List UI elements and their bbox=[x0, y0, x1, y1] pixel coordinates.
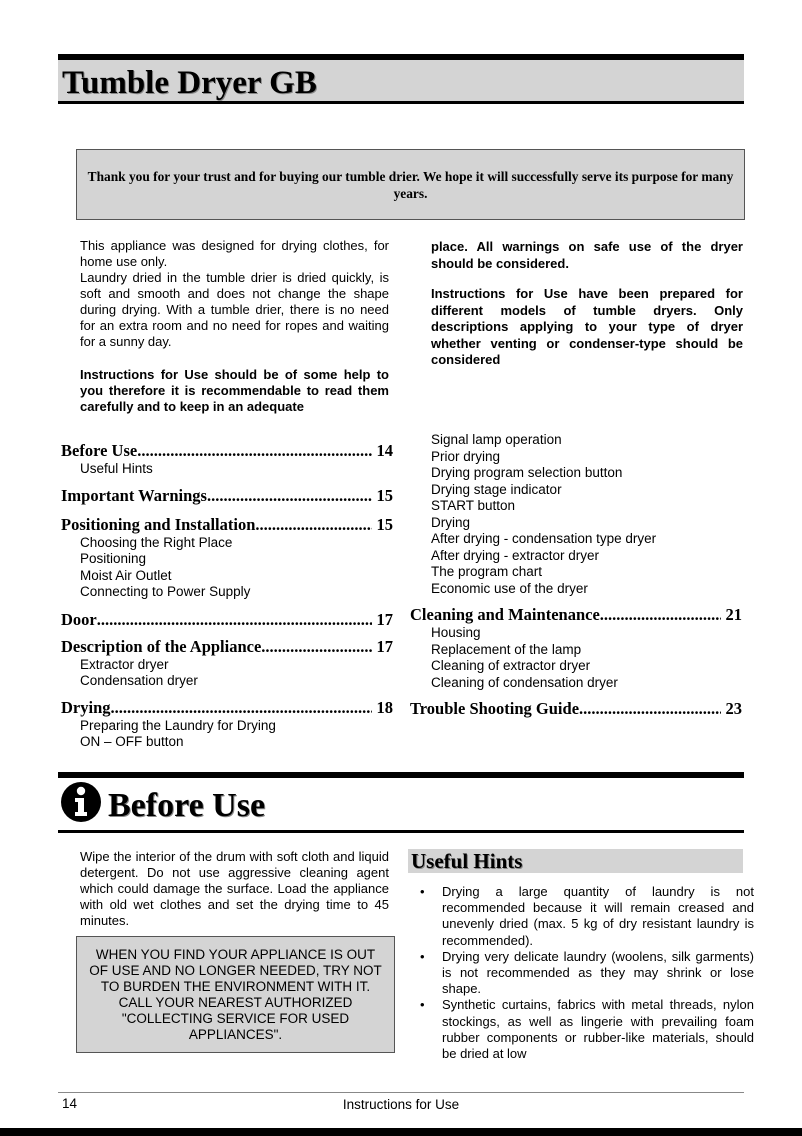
intro-left-column bbox=[80, 238, 389, 415]
toc-subitem[interactable]: Economic use of the dryer bbox=[431, 580, 588, 596]
toc-entry[interactable] bbox=[61, 637, 393, 690]
bottom-band bbox=[0, 1128, 802, 1136]
toc-entry[interactable] bbox=[61, 486, 393, 506]
list-item bbox=[416, 949, 754, 998]
toc-subitem[interactable]: After drying - condensation type dryer bbox=[431, 531, 657, 546]
toc-subitem[interactable]: Positioning bbox=[80, 551, 147, 566]
toc-heading[interactable]: Important Warnings ..... 15 bbox=[61, 486, 393, 506]
toc-right bbox=[410, 432, 742, 719]
toc-heading[interactable]: Drying ..... 18 bbox=[61, 698, 393, 718]
list-item bbox=[416, 997, 754, 1062]
useful-hints-list bbox=[416, 884, 754, 1062]
toc-entry[interactable] bbox=[61, 515, 393, 601]
page-title: Tumble Dryer GB bbox=[62, 65, 317, 101]
toc-entry[interactable] bbox=[410, 605, 742, 691]
before-use-text-block bbox=[80, 849, 389, 929]
warning-line: APPLIANCES". bbox=[188, 1027, 283, 1042]
thanks-text: Thank you for your trust and for buying our tumble drier. We hope it will successfully serve its purpose for many years. bbox=[87, 168, 734, 201]
toc-subitem[interactable]: After drying - extractor dryer bbox=[431, 547, 600, 563]
toc-entry[interactable] bbox=[410, 699, 742, 719]
section-rule-top bbox=[58, 772, 744, 778]
info-icon bbox=[60, 781, 102, 823]
hint-text: Synthetic curtains, fabrics with metal threads, nylon stockings, as well as lingerie with prevailing foam rubber components or rubber-like materials, should be dried at low bbox=[442, 997, 754, 1062]
toc-entry[interactable] bbox=[61, 698, 393, 751]
toc-subitem[interactable]: START button bbox=[431, 498, 516, 513]
toc-subitem[interactable]: Prior drying bbox=[431, 448, 501, 464]
toc-subitem[interactable]: The program chart bbox=[431, 564, 543, 579]
toc-subitem[interactable]: Moist Air Outlet bbox=[80, 567, 172, 583]
page-number: 14 bbox=[62, 1096, 78, 1111]
useful-hints-title: Useful Hints bbox=[411, 849, 523, 873]
list-item bbox=[416, 884, 754, 949]
toc-subitem[interactable]: Extractor dryer bbox=[80, 656, 169, 672]
footer-rule bbox=[58, 1092, 744, 1093]
intro-paragraph-5: Instructions for Use have been prepared for different models of tumble dryers. Only descriptions applying to your type of dryer whether venting or condenser-type should be considered bbox=[431, 286, 743, 367]
warning-line: WHEN YOU FIND YOUR APPLIANCE IS OUT bbox=[95, 947, 376, 962]
bullet-icon: • bbox=[420, 948, 425, 964]
warning-line: CALL YOUR NEAREST AUTHORIZED bbox=[118, 995, 353, 1010]
toc-subitem[interactable]: Drying program selection button bbox=[431, 465, 623, 480]
before-use-text: Wipe the interior of the drum with soft cloth and liquid detergent. Do not use aggressive cleaning agent which could damage the surface. Load the appliance with old wet clothes and set the drying time to 45 minutes. bbox=[80, 849, 389, 928]
toc-subitem[interactable]: Signal lamp operation bbox=[431, 432, 562, 447]
warning-line: "COLLECTING SERVICE FOR USED bbox=[121, 1011, 350, 1026]
toc-subitem[interactable]: Cleaning of condensation dryer bbox=[431, 674, 618, 690]
toc-heading[interactable]: Positioning and Installation ..... 15 bbox=[61, 515, 393, 535]
toc-drying-subitems bbox=[410, 432, 742, 597]
toc-subitem[interactable]: Drying bbox=[431, 514, 471, 530]
footer-text: Instructions for Use bbox=[342, 1097, 460, 1112]
thanks-box bbox=[76, 149, 745, 220]
intro-paragraph-2: Laundry dried in the tumble drier is dried quickly, is soft and smooth and does not change the shape during drying. With a tumble drier, there is no need for an extra room and no need for ropes and waiting for a sunny day. bbox=[80, 270, 389, 349]
section-title: Before Use bbox=[108, 787, 266, 824]
intro-paragraph-4: place. All warnings on safe use of the dryer should be considered. bbox=[431, 239, 743, 271]
hint-text: Drying very delicate laundry (woolens, silk garments) is not recommended as they may shrink or lose shape. bbox=[442, 948, 754, 997]
toc-heading[interactable]: Before Use ..... 14 bbox=[61, 441, 393, 461]
hint-text: Drying a large quantity of laundry is not recommended because it will remain creased and unevenly dried (max. 5 kg of dry resistant laundry is recommended). bbox=[442, 884, 754, 948]
toc-subitem[interactable]: ON – OFF button bbox=[80, 734, 184, 749]
intro-paragraph-1: This appliance was designed for drying clothes, for home use only. bbox=[80, 238, 389, 269]
toc-heading[interactable]: Door ..... 17 bbox=[61, 610, 393, 630]
page-title-bar bbox=[58, 54, 744, 104]
toc-subitem[interactable]: Condensation dryer bbox=[80, 673, 198, 688]
toc-subitem[interactable]: Choosing the Right Place bbox=[80, 534, 233, 550]
bullet-icon: • bbox=[420, 997, 425, 1013]
toc-subitem[interactable]: Housing bbox=[431, 625, 481, 640]
toc-entry[interactable] bbox=[61, 441, 393, 478]
toc-subitem[interactable]: Useful Hints bbox=[80, 461, 153, 476]
toc-subitem[interactable]: Preparing the Laundry for Drying bbox=[80, 717, 276, 733]
section-rule-bottom bbox=[58, 830, 744, 833]
bullet-icon: • bbox=[420, 884, 425, 899]
toc-subitem[interactable]: Cleaning of extractor dryer bbox=[431, 658, 591, 673]
environment-warning-box bbox=[76, 936, 395, 1053]
intro-paragraph-3: Instructions for Use should be of some help to you therefore it is recommendable to read them carefully and to keep in an adequate bbox=[80, 367, 389, 414]
toc-entry[interactable] bbox=[61, 610, 393, 630]
toc-left bbox=[61, 441, 393, 751]
warning-line: OF USE AND NO LONGER NEEDED, TRY NOT bbox=[89, 963, 382, 978]
useful-hints-header bbox=[408, 849, 743, 873]
toc-subitem[interactable]: Connecting to Power Supply bbox=[80, 584, 251, 599]
toc-heading[interactable]: Trouble Shooting Guide ..... 23 bbox=[410, 699, 742, 719]
toc-heading[interactable]: Cleaning and Maintenance ..... 21 bbox=[410, 605, 742, 625]
intro-right-column bbox=[431, 238, 743, 369]
warning-line: TO BURDEN THE ENVIRONMENT WITH IT. bbox=[100, 979, 371, 994]
toc-subitem[interactable]: Drying stage indicator bbox=[431, 481, 562, 497]
toc-subitem[interactable]: Replacement of the lamp bbox=[431, 641, 582, 657]
toc-heading[interactable]: Description of the Appliance ..... 17 bbox=[61, 637, 393, 657]
